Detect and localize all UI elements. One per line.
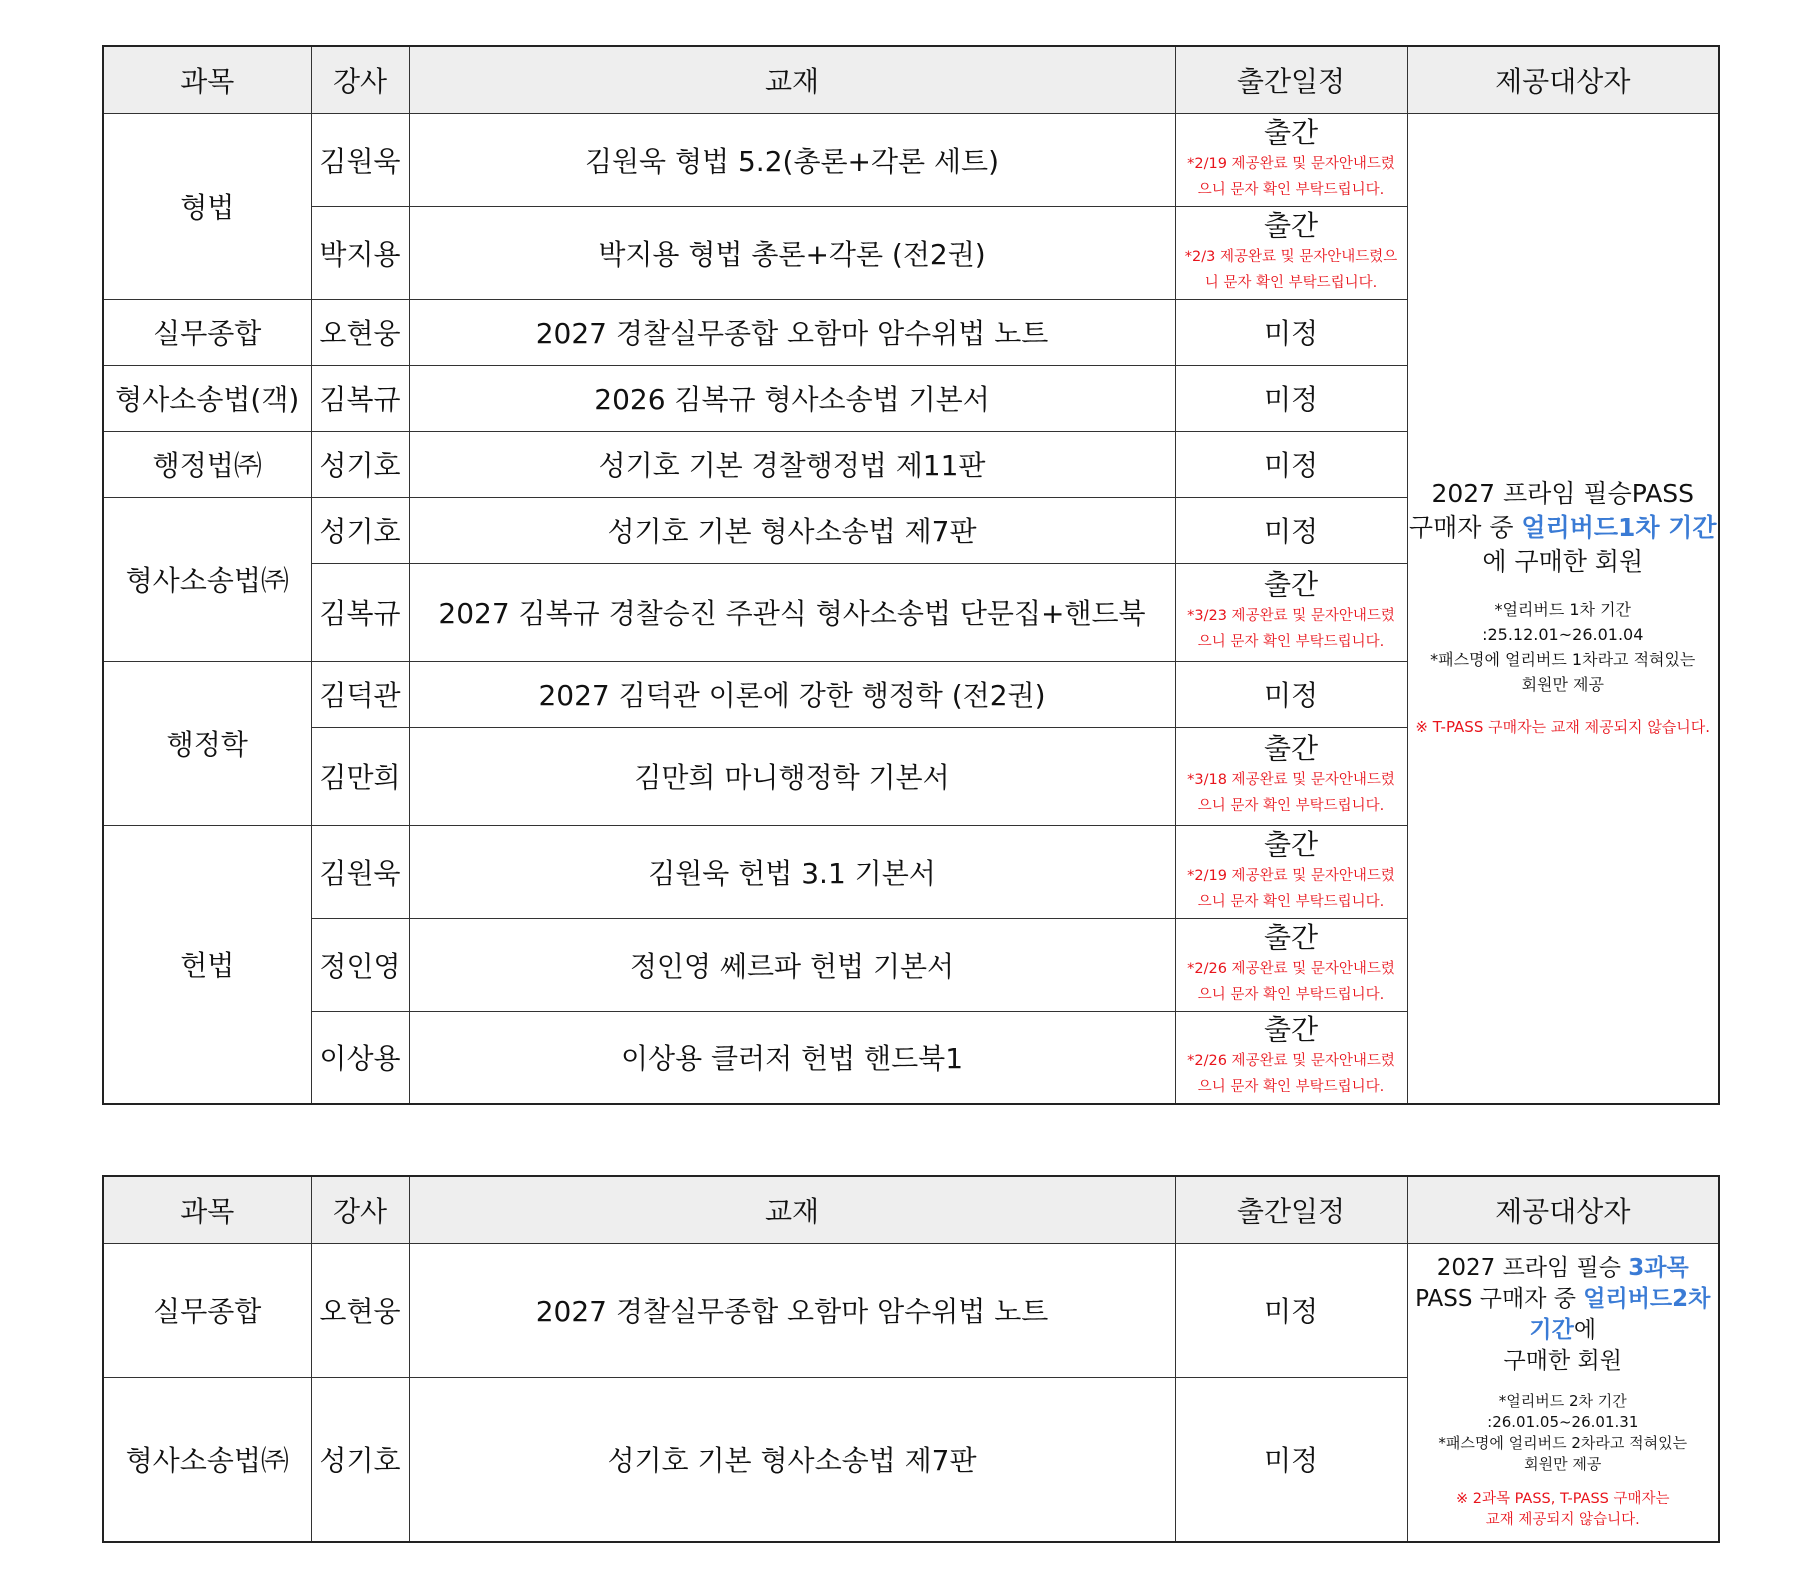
instructor-cell: 김원욱 <box>311 113 409 206</box>
instructor-cell: 성기호 <box>311 1377 409 1542</box>
subject-cell: 형사소송법㈜ <box>103 497 311 661</box>
instructor-cell: 성기호 <box>311 431 409 497</box>
subject-cell: 형법 <box>103 113 311 299</box>
status-cell: 미정 <box>1175 497 1407 563</box>
table-row <box>103 113 1719 206</box>
status-cell <box>1175 113 1407 206</box>
target-line <box>1408 511 1719 545</box>
status-cell <box>1175 1011 1407 1104</box>
textbook-cell: 2027 경찰실무종합 오함마 암수위법 노트 <box>409 1243 1175 1377</box>
subject-cell: 행정법㈜ <box>103 431 311 497</box>
status-cell <box>1175 563 1407 661</box>
header-subject: 과목 <box>103 46 311 113</box>
instructor-cell: 김만희 <box>311 727 409 825</box>
status-note: *2/26 제공완료 및 문자안내드렸으니 문자 확인 부탁드립니다. <box>1187 960 1395 1003</box>
status-note: *2/19 제공완료 및 문자안내드렸으니 문자 확인 부탁드립니다. <box>1187 155 1395 198</box>
target-line: 2027 프라임 필승PASS <box>1431 479 1695 509</box>
subject-cell: 실무종합 <box>103 299 311 365</box>
status-cell <box>1175 206 1407 299</box>
status-note: *3/18 제공완료 및 문자안내드렸으니 문자 확인 부탁드립니다. <box>1187 772 1395 814</box>
target-cell <box>1407 1243 1719 1542</box>
textbook-cell: 박지용 형법 총론+각론 (전2권) <box>409 206 1175 299</box>
instructor-cell: 성기호 <box>311 497 409 563</box>
header-subject: 과목 <box>103 1176 311 1243</box>
textbook-cell: 김원욱 형법 5.2(총론+각론 세트) <box>409 113 1175 206</box>
textbook-cell: 김만희 마니행정학 기본서 <box>409 727 1175 825</box>
instructor-cell: 이상용 <box>311 1011 409 1104</box>
target-line: 구매한 회원 <box>1503 1348 1622 1375</box>
target-description <box>1408 1253 1719 1377</box>
period-dates: :25.12.01~26.01.04 <box>1482 625 1644 645</box>
target-line <box>1408 1253 1719 1284</box>
instructor-cell: 정인영 <box>311 918 409 1011</box>
target-description <box>1408 477 1719 579</box>
status-cell: 미정 <box>1175 431 1407 497</box>
status-note: *2/19 제공완료 및 문자안내드렸으니 문자 확인 부탁드립니다. <box>1187 867 1395 910</box>
status-note: *3/23 제공완료 및 문자안내드렸으니 문자 확인 부탁드립니다. <box>1187 608 1395 650</box>
warning-line: ※ 2과목 PASS, T-PASS 구매자는 <box>1455 1491 1670 1508</box>
target-text: 2027 프라임 필승 <box>1436 1255 1629 1282</box>
target-line <box>1408 1284 1719 1315</box>
status-label: 출간 <box>1263 920 1319 954</box>
pass-name-note: *패스명에 얼리버드 1차라고 적혀있는 <box>1430 650 1696 670</box>
header-textbook: 교재 <box>409 46 1175 113</box>
target-highlight: 얼리버드1차 기간 <box>1521 513 1717 543</box>
status-cell: 미정 <box>1175 299 1407 365</box>
header-schedule: 출간일정 <box>1175 46 1407 113</box>
status-cell: 미정 <box>1175 1243 1407 1377</box>
pass-name-note-2: 회원만 제공 <box>1524 1455 1602 1474</box>
status-label: 출간 <box>1263 115 1319 149</box>
textbook-cell: 2027 김복규 경찰승진 주관식 형사소송법 단문집+핸드북 <box>409 563 1175 661</box>
target-text: 에 <box>1573 1317 1597 1344</box>
subject-cell: 형사소송법(객) <box>103 365 311 431</box>
header-instructor: 강사 <box>311 46 409 113</box>
textbook-cell: 김원욱 헌법 3.1 기본서 <box>409 825 1175 918</box>
target-cell <box>1407 113 1719 1104</box>
status-label: 출간 <box>1263 732 1319 765</box>
status-note: *2/3 제공완료 및 문자안내드렸으니 문자 확인 부탁드립니다. <box>1184 248 1398 291</box>
status-label: 출간 <box>1263 568 1319 601</box>
instructor-cell: 박지용 <box>311 206 409 299</box>
target-highlight: 기간 <box>1529 1317 1574 1344</box>
warning-line: 교재 제공되지 않습니다. <box>1485 1512 1640 1529</box>
instructor-cell: 오현웅 <box>311 299 409 365</box>
instructor-cell: 김원욱 <box>311 825 409 918</box>
tpass-warning <box>1408 1489 1719 1531</box>
target-line: 에 구매한 회원 <box>1482 547 1644 577</box>
header-target: 제공대상자 <box>1407 1176 1719 1243</box>
textbook-cell: 2027 김덕관 이론에 강한 행정학 (전2권) <box>409 661 1175 727</box>
subject-cell: 실무종합 <box>103 1243 311 1377</box>
status-cell: 미정 <box>1175 365 1407 431</box>
instructor-cell: 김복규 <box>311 365 409 431</box>
pass-name-note-2: 회원만 제공 <box>1521 675 1604 695</box>
table-row <box>103 1243 1719 1377</box>
target-text: PASS 구매자 중 <box>1415 1286 1584 1313</box>
period-dates: :26.01.05~26.01.31 <box>1487 1413 1639 1432</box>
header-target: 제공대상자 <box>1407 46 1719 113</box>
target-highlight: 3과목 <box>1628 1255 1689 1282</box>
status-label: 출간 <box>1263 208 1319 242</box>
period-label: *얼리버드 2차 기간 <box>1498 1392 1627 1411</box>
textbook-cell: 성기호 기본 경찰행정법 제11판 <box>409 431 1175 497</box>
instructor-cell: 김덕관 <box>311 661 409 727</box>
status-label: 출간 <box>1263 1013 1319 1047</box>
status-cell: 미정 <box>1175 1377 1407 1542</box>
target-highlight: 얼리버드2차 <box>1583 1286 1711 1313</box>
target-period-info <box>1408 597 1719 697</box>
table-header-row <box>103 1176 1719 1243</box>
textbook-cell: 2026 김복규 형사소송법 기본서 <box>409 365 1175 431</box>
textbook-cell: 이상용 클러저 헌법 핸드북1 <box>409 1011 1175 1104</box>
header-textbook: 교재 <box>409 1176 1175 1243</box>
subject-cell: 형사소송법㈜ <box>103 1377 311 1542</box>
period-label: *얼리버드 1차 기간 <box>1494 600 1632 620</box>
instructor-cell: 김복규 <box>311 563 409 661</box>
subject-cell: 행정학 <box>103 661 311 825</box>
textbook-cell: 2027 경찰실무종합 오함마 암수위법 노트 <box>409 299 1175 365</box>
target-period-info <box>1408 1391 1719 1475</box>
book-table-1 <box>102 45 1720 1105</box>
subject-cell: 헌법 <box>103 825 311 1104</box>
target-text: 구매자 중 <box>1408 513 1522 543</box>
status-cell: 미정 <box>1175 661 1407 727</box>
instructor-cell: 오현웅 <box>311 1243 409 1377</box>
status-label: 출간 <box>1263 827 1319 861</box>
status-cell <box>1175 825 1407 918</box>
header-schedule: 출간일정 <box>1175 1176 1407 1243</box>
status-cell <box>1175 918 1407 1011</box>
textbook-cell: 성기호 기본 형사소송법 제7판 <box>409 1377 1175 1542</box>
status-note: *2/26 제공완료 및 문자안내드렸으니 문자 확인 부탁드립니다. <box>1187 1053 1395 1096</box>
target-line <box>1408 1315 1719 1346</box>
table-header-row <box>103 46 1719 113</box>
textbook-cell: 성기호 기본 형사소송법 제7판 <box>409 497 1175 563</box>
header-instructor: 강사 <box>311 1176 409 1243</box>
tpass-warning: ※ T-PASS 구매자는 교재 제공되지 않습니다. <box>1415 718 1711 737</box>
book-table-2 <box>102 1175 1720 1543</box>
textbook-cell: 정인영 쎄르파 헌법 기본서 <box>409 918 1175 1011</box>
pass-name-note: *패스명에 얼리버드 2차라고 적혀있는 <box>1438 1434 1688 1453</box>
status-cell <box>1175 727 1407 825</box>
